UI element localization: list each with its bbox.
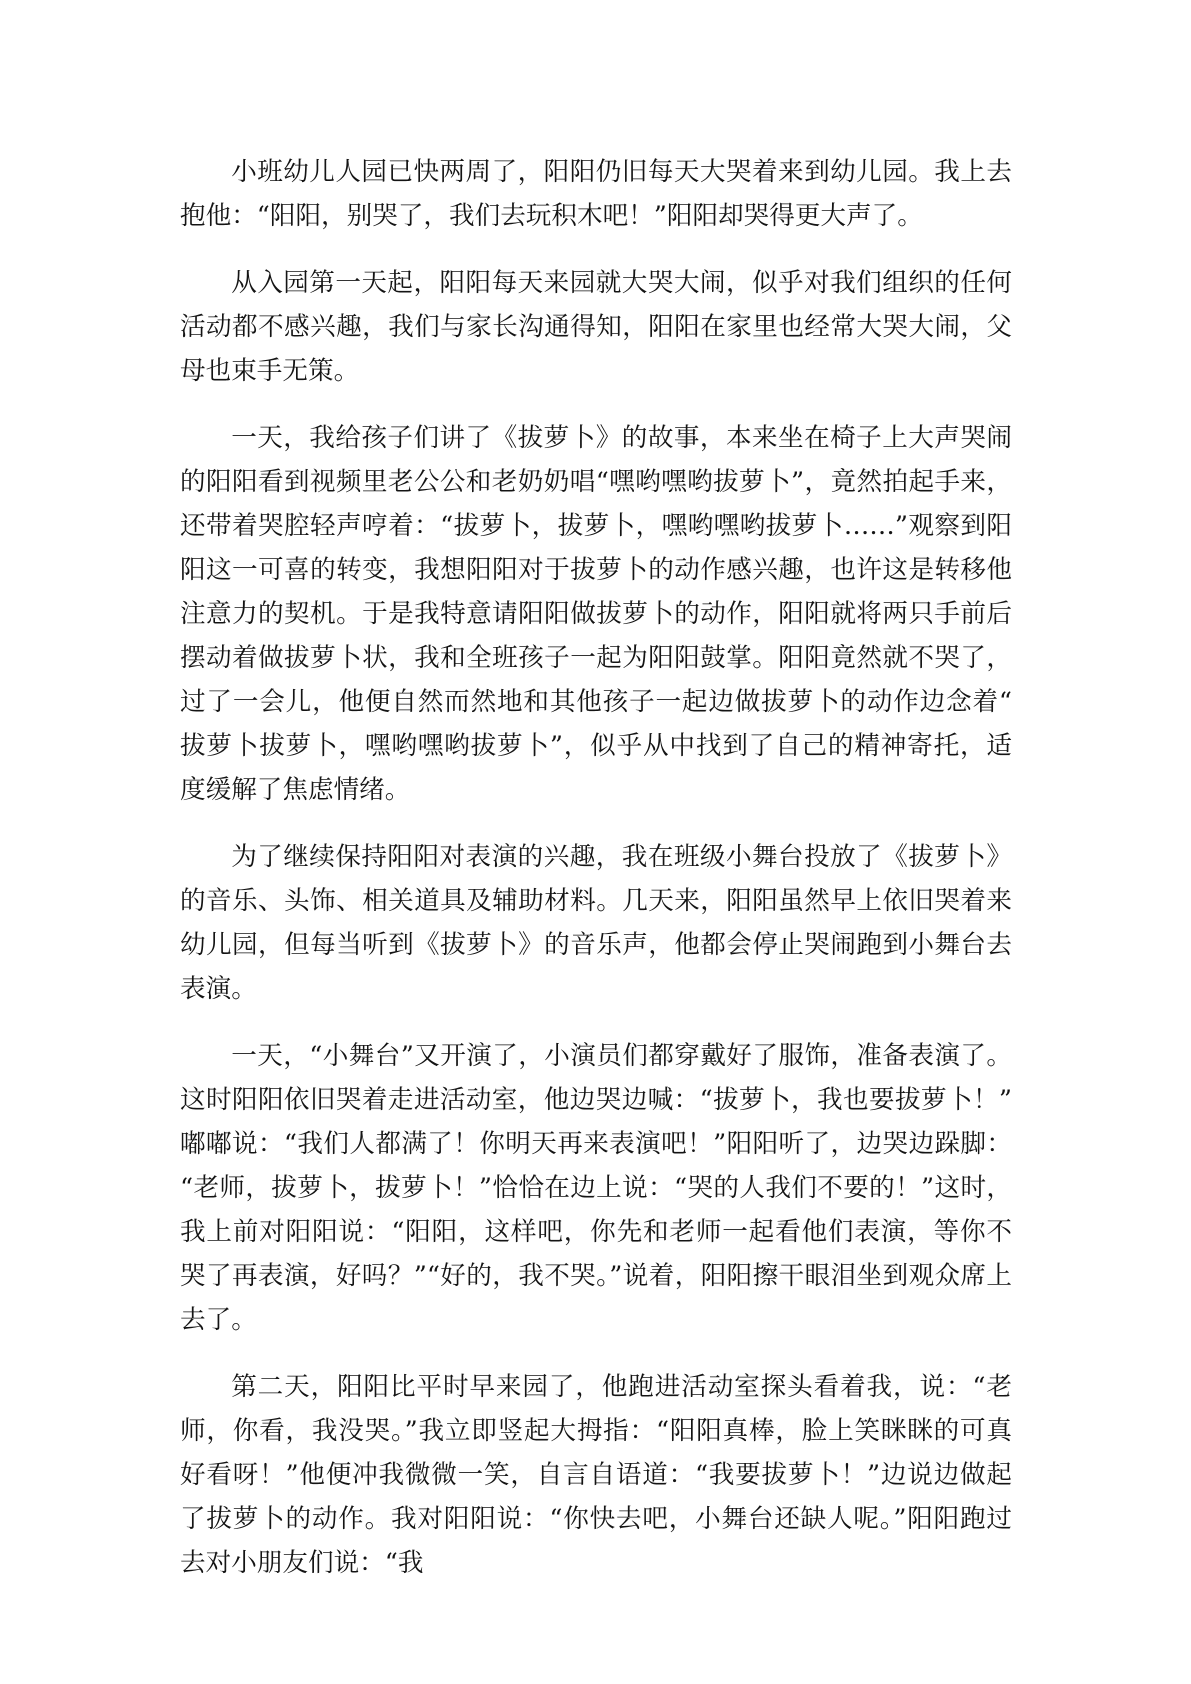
paragraph-6: 第二天，阳阳比平时早来园了，他跑进活动室探头看着我，说：“老师，你看，我没哭。”我立即竖起大拇指：“阳阳真棒，脸上笑眯眯的可真好看呀！”他便冲我微微一笑，自言自语道：“我要拔萝卜！”边说边做起了拔萝卜的动作。我对阳阳说：“你快去吧，小舞台还缺人呢。”阳阳跑过去对小朋友们说：“我 [180, 1372, 1012, 1578]
paragraph-2: 从入园第一天起，阳阳每天来园就大哭大闹，似乎对我们组织的任何活动都不感兴趣，我们与家长沟通得知，阳阳在家里也经常大哭大闹，父母也束手无策。 [180, 268, 1012, 386]
paragraph-1: 小班幼儿人园已快两周了，阳阳仍旧每天大哭着来到幼儿园。我上去抱他：“阳阳，别哭了，我们去玩积木吧！”阳阳却哭得更大声了。 [180, 157, 1012, 231]
paragraph-3: 一天，我给孩子们讲了《拔萝卜》的故事，本来坐在椅子上大声哭闹的阳阳看到视频里老公公和老奶奶唱“嘿哟嘿哟拔萝卜”，竟然拍起手来，还带着哭腔轻声哼着：“拔萝卜，拔萝卜，嘿哟嘿哟拔萝卜……”观察到阳阳这一可喜的转变，我想阳阳对于拔萝卜的动作感兴趣，也许这是转移他注意力的契机。于是我特意请阳阳做拔萝卜的动作，阳阳就将两只手前后摆动着做拔萝卜状，我和全班孩子一起为阳阳鼓掌。阳阳竟然就不哭了，过了一会儿，他便自然而然地和其他孩子一起边做拔萝卜的动作边念着“拔萝卜拔萝卜，嘿哟嘿哟拔萝卜”，似乎从中找到了自己的精神寄托，适度缓解了焦虑情绪。 [180, 423, 1012, 805]
paragraph-5: 一天，“小舞台”又开演了，小演员们都穿戴好了服饰，准备表演了。这时阳阳依旧哭着走进活动室，他边哭边喊：“拔萝卜，我也要拔萝卜！”嘟嘟说：“我们人都满了！你明天再来表演吧！”阳阳听了，边哭边跺脚：“老师，拔萝卜，拔萝卜！”恰恰在边上说：“哭的人我们不要的！”这时，我上前对阳阳说：“阳阳，这样吧，你先和老师一起看他们表演，等你不哭了再表演，好吗？”“好的，我不哭。”说着，阳阳擦干眼泪坐到观众席上去了。 [180, 1041, 1012, 1335]
paragraph-4: 为了继续保持阳阳对表演的兴趣，我在班级小舞台投放了《拔萝卜》的音乐、头饰、相关道具及辅助材料。几天来，阳阳虽然早上依旧哭着来幼儿园，但每当听到《拔萝卜》的音乐声，他都会停止哭闹跑到小舞台去表演。 [180, 842, 1012, 1004]
document-body [180, 150, 1012, 1585]
